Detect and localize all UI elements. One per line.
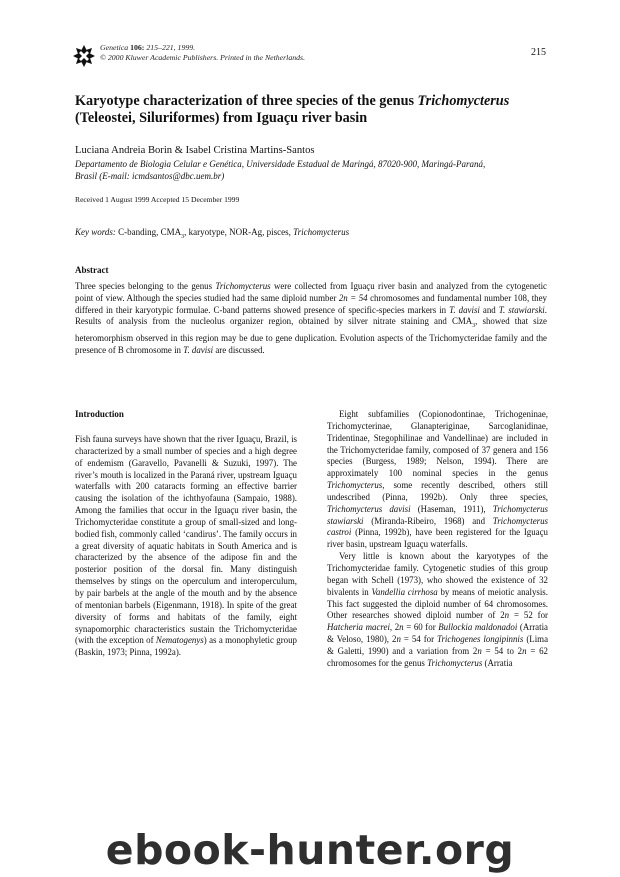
watermark: ebook-hunter.org — [105, 826, 515, 874]
intro-math: n — [504, 610, 510, 621]
received-dates: Received 1 August 1999 Accepted 15 December 1999 — [75, 195, 240, 204]
intro-math: n — [399, 622, 404, 633]
intro-text: (Arratia — [482, 657, 513, 668]
intro-text: (Pinna, 1992b), have been registered for the Iguaçu river basin, upstream Iguaçu waterfalls. — [327, 527, 548, 550]
intro-species: Hatcheria macrei — [327, 622, 390, 633]
intro-text: (Arratia & Veloso, 1980), 2 — [327, 622, 548, 645]
keywords-genus: Trichomycterus — [293, 227, 350, 237]
abstract-text: Three species belonging to the genus — [75, 281, 216, 291]
intro-text: by means of meiotic analysis. This fact suggested the diploid number of 64 chromosomes. Other researches showed diploid number of 2 — [327, 586, 548, 621]
title-text: Karyotype characterization of three species of the genus — [75, 93, 418, 109]
abstract-genus: Trichomycterus — [215, 281, 271, 291]
abstract-text: were collected from Iguaçu river basin and analyzed from the cytogenetic point of view. Although the species studied had the same diploid number — [75, 281, 547, 303]
intro-paragraph-2 — [327, 409, 548, 551]
abstract-math: 2n = 54 — [338, 292, 368, 303]
intro-species: Trichomycterus castroi — [327, 515, 548, 538]
abstract-text: , showed that size heteromorphism observed in this region may be due to gene duplication. Evolution aspects of the Trichomycteridae family and the presence of B chromosome in — [75, 316, 547, 355]
intro-genus: Trichomycterus — [327, 480, 383, 491]
abstract-heading: Abstract — [75, 265, 109, 275]
intro-species: Vandellia cirrhosa — [371, 586, 438, 597]
intro-text: = 54 for — [400, 634, 438, 645]
keywords-label: Key words: — [75, 227, 116, 237]
intro-text: (Haseman, 1911), — [410, 503, 493, 514]
column-left — [75, 434, 297, 659]
abstract-sub: 3 — [472, 323, 476, 330]
affiliation-line-2: Brasil (E-mail: icmdsantos@dbc.uem.br) — [75, 170, 225, 181]
journal-citation — [100, 43, 305, 63]
keywords-sub: 3 — [181, 233, 185, 240]
intro-text: = 60 for — [403, 622, 439, 633]
keywords-text-2: , karyotype, NOR-Ag, pisces, — [184, 227, 294, 237]
keywords-text: C-banding, CMA — [115, 227, 182, 237]
authors: Luciana Andreia Borin & Isabel Cristina Martins-Santos — [75, 145, 315, 156]
paper-title — [75, 93, 555, 126]
intro-species: Trichomycterus stawiarski — [327, 503, 548, 526]
abstract-text: and — [479, 304, 499, 315]
intro-species: Trichogenes longipinnis — [437, 634, 524, 645]
intro-species: Trichomycterus davisi — [327, 503, 411, 514]
intro-text: Eight subfamilies (Copionodontinae, Trichogeninae, Trichomycterinae, Glanapteriginae, Sarcoglanidinae, Tridentinae, Stegophilinae and Vandellinae) are included in the Trichomycteridae family, composed of 37 genera and 156 species (Burgess, 1989; Nelson, 1994). There are approximately 100 nominal species in the genus — [327, 409, 548, 479]
intro-text: Fish fauna surveys have shown that the river Iguaçu, Brazil, is characterized by a small number of species and a high degree of endemism (Garavello, Pavanelli & Suzuki, 1997). The river’s mouth is localized in the Paraná river, upstream Iguaçu waterfalls with 200 cataracts forming an effective barrier causing the isolation of the ichthyofauna (Sampaio, 1988). Among the families that occur in the Iguaçu river basin, the Trichomycteridae constitute a group of small-sized and long-bodied fish, commonly called ‘candirus’. The family occurs in a great diversity of aquatic habitats in South America and is characterized by the absence of the adipose fin and the posterior position of the dorsal fin. Many distinguish themselves by stings on the operculum and interoperculum, by pair barbels at the angle of the mouth and by the absence of mentonian barbels (Eigenmann, 1918). In spite of the great diversity of forms and habitats of the family, eight synapomorphic characteristics sustain the Trichomycteridae (with the exception of — [75, 434, 297, 646]
abstract-species: T. davisi — [183, 344, 214, 355]
abstract-species: T. stawiarski — [498, 304, 545, 315]
abstract-species: T. davisi — [449, 304, 480, 315]
journal-pages: 215–221, 1999. — [144, 43, 196, 52]
intro-genus: Nematogenys — [155, 635, 204, 646]
intro-text: ) as a monophyletic group (Baskin, 1973; Pinna, 1992a). — [75, 635, 297, 658]
column-right — [327, 409, 548, 670]
intro-genus: Trichomycterus — [427, 657, 483, 668]
introduction-heading: Introduction — [75, 409, 124, 419]
intro-text: = 52 for — [509, 610, 548, 621]
intro-text: (Lima & Galetti, 1990) and a variation from 2 — [327, 634, 549, 656]
intro-math: n — [522, 645, 527, 656]
abstract-body — [75, 281, 547, 357]
intro-text: , some recently described, others still undescribed (Pinna, 1992b). Only three species, — [327, 480, 548, 502]
journal-volume: 106: — [130, 43, 145, 52]
intro-paragraph-3 — [327, 551, 548, 669]
abstract-text: . Results of analysis from the nucleolus organizer region, obtained by silver nitrate staining and CMA — [75, 304, 547, 327]
page-number: 215 — [531, 47, 546, 58]
intro-paragraph-1 — [75, 434, 297, 659]
keywords — [75, 227, 349, 240]
intro-math: n — [477, 645, 482, 656]
intro-species: Bullockia maldonadoi — [438, 622, 518, 633]
abstract-text: are discussed. — [213, 344, 265, 355]
title-genus: Trichomycterus — [417, 93, 510, 109]
intro-text: = 62 chromosomes for the genus — [327, 645, 548, 668]
title-line-2: (Teleostei, Siluriformes) from Iguaçu river basin — [75, 109, 368, 126]
intro-text: (Miranda-Ribeiro, 1968) and — [363, 515, 493, 526]
affiliation — [75, 159, 555, 182]
publisher-logo-icon — [73, 45, 95, 67]
journal-name: Genetica — [100, 43, 129, 52]
abstract-text: chromosomes and fundamental number 108, they differed in their karyotypic formulae. C-band patterns showed presence of specific-species markers in — [75, 292, 547, 315]
intro-text: Very little is known about the karyotypes of the Trichomycteridae family. Cytogenetic studies of this group began with Schell (1973), who showed the existence of 32 bivalents in — [327, 551, 548, 597]
intro-text: , 2 — [389, 622, 400, 633]
affiliation-line-1: Departamento de Biologia Celular e Genética, Universidade Estadual de Maringá, 87020-900, Maringá-Paraná, — [75, 159, 486, 169]
intro-text: = 54 to 2 — [481, 645, 523, 656]
copyright: © 2000 Kluwer Academic Publishers. Printed in the Netherlands. — [100, 53, 306, 62]
intro-math: n — [396, 634, 401, 645]
